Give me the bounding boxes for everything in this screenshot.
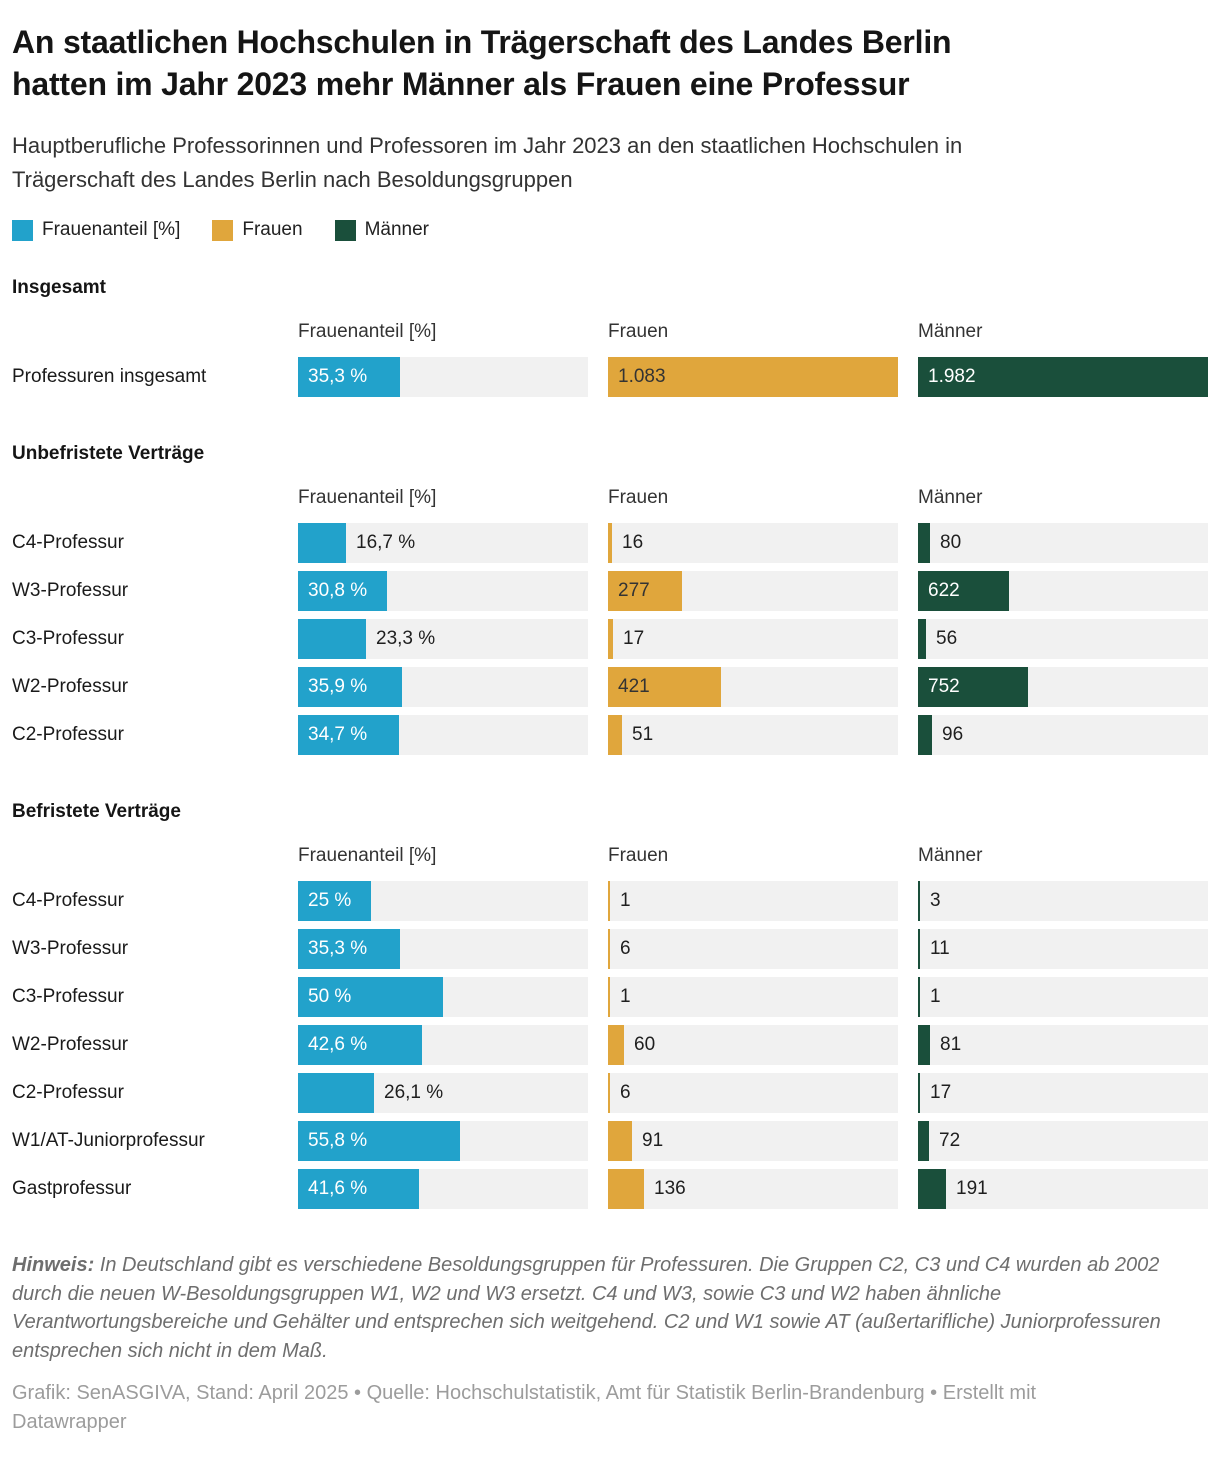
maenner-value-label: 1 xyxy=(930,986,941,1008)
row-label: C2-Professur xyxy=(12,1082,124,1104)
frauen-bar-track xyxy=(608,571,898,611)
frauen-bar-track xyxy=(608,667,898,707)
maenner-bar xyxy=(918,715,932,755)
frauenanteil-bar-track xyxy=(298,1121,588,1161)
section-heading: Unbefristete Verträge xyxy=(12,443,205,465)
maenner-value-label: 11 xyxy=(930,938,950,960)
maenner-bar xyxy=(918,1169,946,1209)
maenner-bar-track xyxy=(918,1073,1208,1113)
frauen-bar xyxy=(608,929,610,969)
column-header-frauen: Frauen xyxy=(608,487,669,509)
maenner-bar-track xyxy=(918,977,1208,1017)
maenner-bar xyxy=(918,977,920,1017)
frauenanteil-bar-track xyxy=(298,1025,588,1065)
table-row xyxy=(12,619,1208,659)
maenner-bar xyxy=(918,1025,930,1065)
frauenanteil-bar-track xyxy=(298,881,588,921)
maenner-bar-track xyxy=(918,1169,1208,1209)
frauen-bar-track xyxy=(608,715,898,755)
frauenanteil-bar-track xyxy=(298,1169,588,1209)
section-heading: Befristete Verträge xyxy=(12,801,181,823)
frauenanteil-bar xyxy=(298,523,346,563)
frauen-value-label: 6 xyxy=(620,938,631,960)
maenner-value-label: 752 xyxy=(928,676,960,698)
frauenanteil-bar-track xyxy=(298,619,588,659)
row-label: W3-Professur xyxy=(12,938,129,960)
legend-label-maenner: Männer xyxy=(364,219,429,241)
frauen-value-label: 1.083 xyxy=(618,366,666,388)
frauenanteil-value-label: 26,1 % xyxy=(384,1082,444,1104)
maenner-bar-track xyxy=(918,1025,1208,1065)
frauen-bar-track xyxy=(608,619,898,659)
row-label: C4-Professur xyxy=(12,532,124,554)
frauen-bar xyxy=(608,715,622,755)
legend-item-frauen xyxy=(212,219,302,241)
table-row xyxy=(12,881,1208,921)
page-subtitle: Hauptberufliche Professorinnen und Professoren im Jahr 2023 an den staatlichen Hochschulen in Trägerschaft des Landes Berlin nach Besoldungsgruppen xyxy=(12,133,963,193)
frauen-bar-track xyxy=(608,929,898,969)
maenner-value-label: 72 xyxy=(939,1130,961,1152)
frauen-value-label: 1 xyxy=(620,890,631,912)
credit-line: Grafik: SenASGIVA, Stand: April 2025 • Quelle: Hochschulstatistik, Amt für Statistik Berlin-Brandenburg • Erstellt mit Datawrapper xyxy=(12,1381,1037,1433)
row-label: Professuren insgesamt xyxy=(12,366,207,388)
frauen-bar xyxy=(608,523,612,563)
frauenanteil-value-label: 30,8 % xyxy=(308,580,368,602)
section-befristete-vertraege xyxy=(12,801,1208,1209)
section-insgesamt xyxy=(12,277,1208,397)
frauenanteil-value-label: 16,7 % xyxy=(356,532,416,554)
frauen-bar-track xyxy=(608,1169,898,1209)
maenner-value-label: 17 xyxy=(930,1082,952,1104)
row-label: C4-Professur xyxy=(12,890,124,912)
frauen-value-label: 421 xyxy=(618,676,650,698)
frauen-value-label: 51 xyxy=(632,724,654,746)
section-heading: Insgesamt xyxy=(12,277,106,299)
row-label: W1/AT-Juniorprofessur xyxy=(12,1130,205,1152)
frauenanteil-value-label: 42,6 % xyxy=(308,1034,368,1056)
frauen-value-label: 16 xyxy=(622,532,644,554)
row-label: C3-Professur xyxy=(12,986,124,1008)
frauen-value-label: 136 xyxy=(654,1178,686,1200)
maenner-bar xyxy=(918,1121,929,1161)
column-header-frauen: Frauen xyxy=(608,321,669,343)
table-row xyxy=(12,523,1208,563)
maenner-swatch-icon xyxy=(335,220,356,241)
maenner-value-label: 191 xyxy=(956,1178,988,1200)
frauen-bar-track xyxy=(608,1073,898,1113)
frauen-bar-track xyxy=(608,1025,898,1065)
column-header-maenner: Männer xyxy=(918,321,983,343)
frauenanteil-value-label: 35,9 % xyxy=(308,676,368,698)
frauenanteil-bar xyxy=(298,619,366,659)
frauenanteil-bar-track xyxy=(298,357,588,397)
column-header-frauenanteil: Frauenanteil [%] xyxy=(298,845,437,867)
frauen-bar xyxy=(608,1121,632,1161)
frauenanteil-value-label: 50 % xyxy=(308,986,352,1008)
column-header-maenner: Männer xyxy=(918,487,983,509)
maenner-value-label: 96 xyxy=(942,724,964,746)
column-headers xyxy=(12,845,1208,867)
frauen-bar-track xyxy=(608,977,898,1017)
table-row xyxy=(12,977,1208,1017)
table-row xyxy=(12,715,1208,755)
row-label: W3-Professur xyxy=(12,580,129,602)
frauen-value-label: 277 xyxy=(618,580,650,602)
page-title: An staatlichen Hochschulen in Trägerschaft des Landes Berlin hatten im Jahr 2023 mehr Männer als Frauen eine Professur xyxy=(12,24,952,102)
frauenanteil-value-label: 34,7 % xyxy=(308,724,368,746)
maenner-bar xyxy=(918,881,920,921)
column-header-frauenanteil: Frauenanteil [%] xyxy=(298,321,437,343)
row-label: W2-Professur xyxy=(12,1034,129,1056)
frauen-value-label: 1 xyxy=(620,986,631,1008)
frauen-bar xyxy=(608,1169,644,1209)
column-headers xyxy=(12,321,1208,343)
table-row xyxy=(12,1169,1208,1209)
maenner-bar-track xyxy=(918,619,1208,659)
legend-item-maenner xyxy=(335,219,429,241)
maenner-value-label: 1.982 xyxy=(928,366,976,388)
frauen-value-label: 6 xyxy=(620,1082,631,1104)
table-row xyxy=(12,929,1208,969)
column-header-maenner: Männer xyxy=(918,845,983,867)
frauen-bar-track xyxy=(608,881,898,921)
maenner-value-label: 56 xyxy=(936,628,958,650)
frauenanteil-value-label: 35,3 % xyxy=(308,938,368,960)
maenner-bar-track xyxy=(918,929,1208,969)
frauen-bar xyxy=(608,881,610,921)
row-label: C3-Professur xyxy=(12,628,124,650)
row-label: C2-Professur xyxy=(12,724,124,746)
table-row xyxy=(12,1121,1208,1161)
row-label: W2-Professur xyxy=(12,676,129,698)
frauenanteil-bar-track xyxy=(298,977,588,1017)
frauen-bar-track xyxy=(608,523,898,563)
table-row xyxy=(12,1073,1208,1113)
legend-item-frauenanteil xyxy=(12,219,180,241)
maenner-value-label: 81 xyxy=(940,1034,962,1056)
row-label: Gastprofessur xyxy=(12,1178,132,1200)
legend-label-frauen: Frauen xyxy=(242,219,303,241)
frauenanteil-bar-track xyxy=(298,929,588,969)
maenner-bar-track xyxy=(918,523,1208,563)
maenner-bar-track xyxy=(918,571,1208,611)
table-row xyxy=(12,1025,1208,1065)
frauenanteil-value-label: 25 % xyxy=(308,890,352,912)
maenner-bar-track xyxy=(918,881,1208,921)
frauenanteil-value-label: 35,3 % xyxy=(308,366,368,388)
maenner-value-label: 622 xyxy=(928,580,960,602)
section-unbefristete-vertraege xyxy=(12,443,1208,755)
frauen-swatch-icon xyxy=(212,220,233,241)
maenner-bar-track xyxy=(918,667,1208,707)
frauen-value-label: 91 xyxy=(642,1130,664,1152)
footnote xyxy=(12,1251,1192,1365)
frauen-value-label: 17 xyxy=(623,628,645,650)
table-row xyxy=(12,571,1208,611)
table-row xyxy=(12,667,1208,707)
frauenanteil-value-label: 55,8 % xyxy=(308,1130,368,1152)
maenner-bar-track xyxy=(918,715,1208,755)
frauenanteil-bar-track xyxy=(298,523,588,563)
maenner-value-label: 3 xyxy=(930,890,941,912)
frauen-bar-track xyxy=(608,1121,898,1161)
legend xyxy=(12,219,1208,241)
frauen-value-label: 60 xyxy=(634,1034,656,1056)
maenner-value-label: 80 xyxy=(940,532,962,554)
legend-label-frauenanteil: Frauenanteil [%] xyxy=(42,219,181,241)
frauenanteil-bar-track xyxy=(298,715,588,755)
frauenanteil-bar-track xyxy=(298,571,588,611)
frauenanteil-value-label: 41,6 % xyxy=(308,1178,368,1200)
frauen-bar-track xyxy=(608,357,898,397)
frauenanteil-swatch-icon xyxy=(12,220,33,241)
maenner-bar xyxy=(918,1073,920,1113)
frauen-bar xyxy=(608,619,613,659)
maenner-bar xyxy=(918,619,926,659)
maenner-bar xyxy=(918,929,920,969)
frauen-bar xyxy=(608,1073,610,1113)
frauenanteil-bar-track xyxy=(298,1073,588,1113)
frauen-bar xyxy=(608,977,610,1017)
frauen-bar xyxy=(608,1025,624,1065)
column-header-frauen: Frauen xyxy=(608,845,669,867)
frauenanteil-bar xyxy=(298,1073,374,1113)
maenner-bar-track xyxy=(918,357,1208,397)
column-headers xyxy=(12,487,1208,509)
footnote-label: Hinweis: xyxy=(12,1254,95,1277)
footnote-text: In Deutschland gibt es verschiedene Besoldungsgruppen für Professuren. Die Gruppen C2, C3 und C4 wurden ab 2002 durch die neuen W-Besoldungsgruppen W1, W2 und W3 ersetzt. C4 und W3, sowie C3 und W2 haben ähnliche Verantwortungsbereiche und Gehälter und entsprechen sich weitgehend. C2 und W1 sowie AT (außertarifliche) Juniorprofessuren entsprechen sich nicht in dem Maß. xyxy=(12,1254,1161,1362)
column-header-frauenanteil: Frauenanteil [%] xyxy=(298,487,437,509)
frauenanteil-value-label: 23,3 % xyxy=(376,628,436,650)
maenner-bar xyxy=(918,523,930,563)
table-row xyxy=(12,357,1208,397)
maenner-bar-track xyxy=(918,1121,1208,1161)
frauenanteil-bar-track xyxy=(298,667,588,707)
